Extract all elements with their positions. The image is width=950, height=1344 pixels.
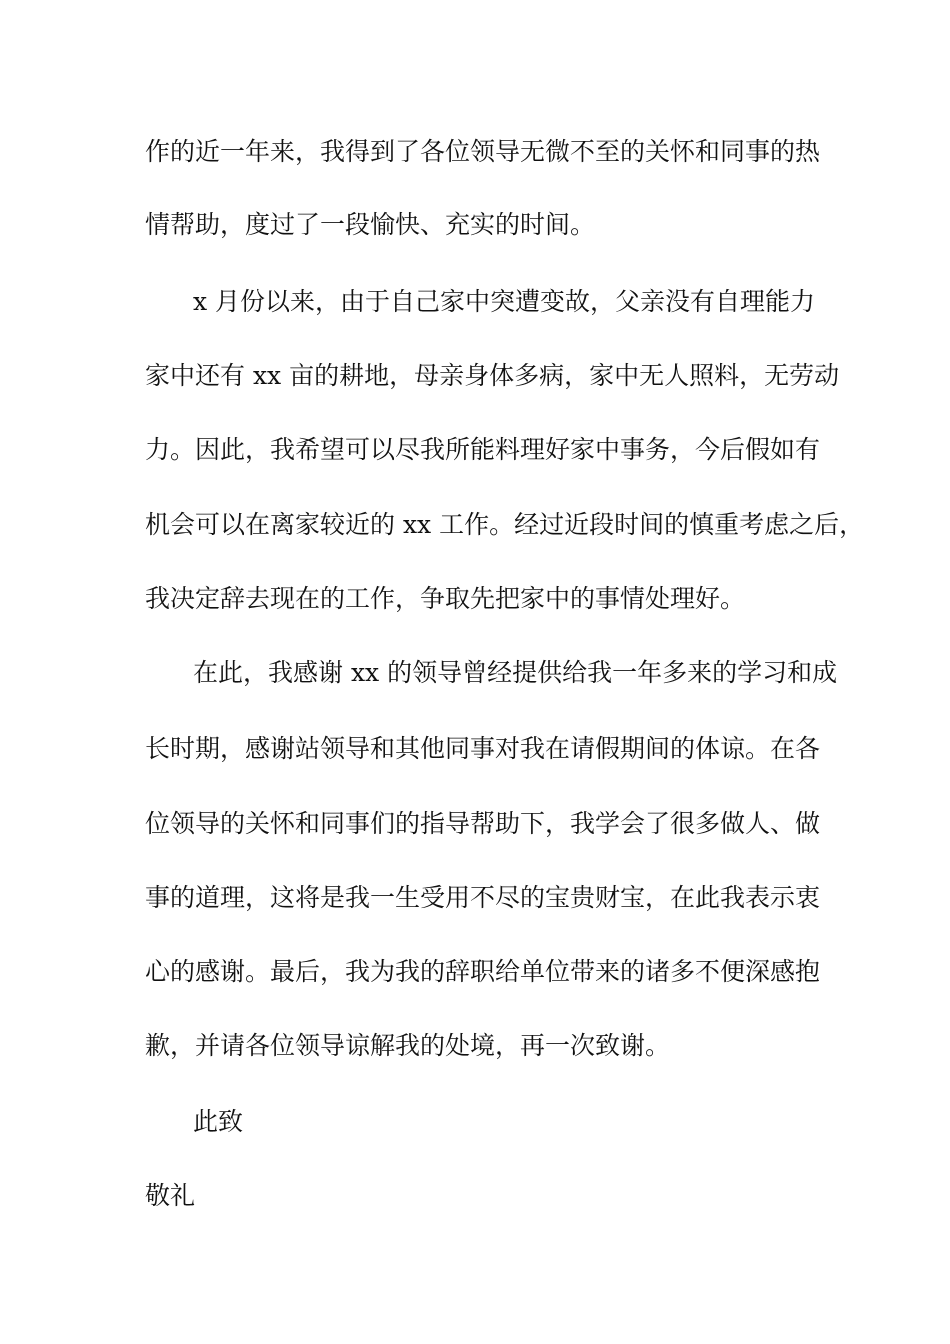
paragraph-line: 心的感谢。最后，我为我的辞职给单位带来的诸多不便深感抱	[145, 957, 821, 986]
paragraph-line: 我决定辞去现在的工作，争取先把家中的事情处理好。	[145, 584, 746, 613]
paragraph-line: 位领导的关怀和同事们的指导帮助下，我学会了很多做人、做	[145, 809, 821, 838]
paragraph-line: 机会可以在离家较近的 xx 工作。经过近段时间的慎重考虑之后，	[145, 510, 865, 539]
paragraph-line: 家中还有 xx 亩的耕地，母亲身体多病，家中无人照料，无劳动	[145, 361, 840, 390]
paragraph-line: 长时期，感谢站领导和其他同事对我在请假期间的体谅。在各	[145, 734, 821, 763]
paragraph-line: 力。因此，我希望可以尽我所能料理好家中事务，今后假如有	[145, 435, 821, 464]
paragraph-line: x 月份以来，由于自己家中突遭变故，父亲没有自理能力	[193, 287, 816, 316]
paragraph-line: 事的道理，这将是我一生受用不尽的宝贵财宝，在此我表示衷	[145, 883, 821, 912]
closing-salutation: 此致	[193, 1107, 244, 1136]
paragraph-line: 情帮助，度过了一段愉快、充实的时间。	[145, 210, 596, 239]
paragraph-line: 在此，我感谢 xx 的领导曾经提供给我一年多来的学习和成	[193, 658, 838, 687]
paragraph-line: 作的近一年来，我得到了各位领导无微不至的关怀和同事的热	[145, 137, 821, 166]
closing-regards: 敬礼	[145, 1181, 196, 1210]
paragraph-line: 歉，并请各位领导谅解我的处境，再一次致谢。	[145, 1031, 671, 1060]
